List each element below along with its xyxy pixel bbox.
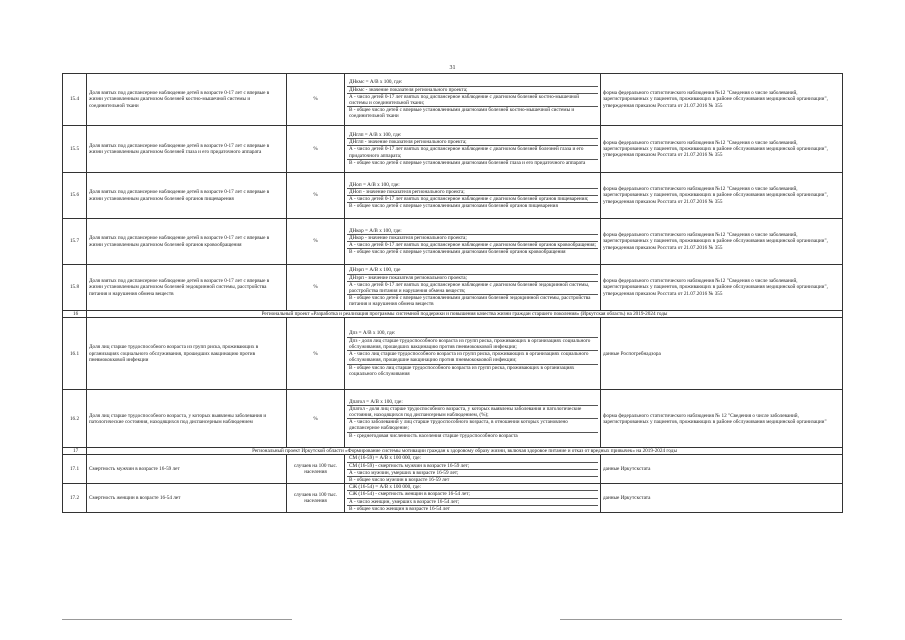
data-source: форма федерального статистического наблюдения № 12 "Сведения о числе заболеваний, зарегистрированных у пациентов, проживающих в районе обслуживания медицинской организации" bbox=[601, 390, 843, 448]
formula-line: СЖ (16-54) - смертность женщин в возрасте 16-54 лет; bbox=[347, 491, 598, 498]
calculation-method bbox=[345, 455, 601, 484]
table-row bbox=[63, 390, 843, 448]
formula-line: В - общее число детей с впервые установленными диагнозами болезней костно-мышечной системы и соединительной ткани bbox=[349, 107, 575, 120]
formula-line: В - общее число детей с впервые установленными диагнозами болезней органов кровообращения bbox=[349, 249, 566, 256]
data-source: форма федерального статистического наблюдения №12 "Сведения о числе заболеваний, зарегистрированных у пациентов, проживающих в районе обслуживания медицинской организации", утвержденная приказом Росстата от 21.07.2016 № 355 bbox=[601, 265, 843, 311]
formula-line: В - среднегодовая численность населения старше трудоспособного возраста bbox=[349, 432, 518, 439]
formula-line: ДНэрп = А/В х 100, где bbox=[347, 267, 598, 274]
formula-line: А - число мужчин, умерших в возрасте 16-59 лет; bbox=[347, 470, 598, 477]
calculation-method bbox=[345, 173, 601, 219]
indicators-table bbox=[62, 73, 843, 513]
section-number: 16 bbox=[63, 311, 87, 318]
formula-line: ДНэрп - значение показателя регионального проекта; bbox=[347, 275, 598, 282]
unit-of-measure: % bbox=[287, 173, 345, 219]
row-number: 16.1 bbox=[63, 318, 87, 390]
table-row bbox=[63, 74, 843, 126]
formula-line: СМ (16-59) - смертность мужчин в возрасте 16-59 лет; bbox=[347, 463, 598, 470]
data-source: форма федерального статистического наблюдения №12 "Сведения о числе заболеваний, зарегистрированных у пациентов, проживающих в районе обслуживания медицинской организации", утвержденная приказом Росстата от 21.07.2016 № 355 bbox=[601, 219, 843, 265]
formula-line: ДНглп - значение показателя регионального проекта; bbox=[347, 139, 598, 146]
row-number: 15.8 bbox=[63, 265, 87, 311]
unit-of-measure: случаев на 100 тыс. населения bbox=[287, 455, 345, 484]
unit-of-measure: % bbox=[287, 74, 345, 126]
unit-of-measure: % bbox=[287, 318, 345, 390]
calculation-method bbox=[345, 318, 601, 390]
formula-line: Дпз = А/В х 100, где: bbox=[347, 330, 598, 337]
indicator-name: Смертность мужчин в возрасте 16-59 лет bbox=[87, 455, 287, 484]
formula-line: В - общее число детей с впервые установленными диагнозами болезней органов пищеварения bbox=[349, 203, 558, 210]
row-number: 16.2 bbox=[63, 390, 87, 448]
indicator-name: Доля взятых под диспансерное наблюдение детей в возрасте 0-17 лет с впервые в жизни установленным диагнозом болезней глаза и его придаточного аппарата bbox=[87, 126, 287, 173]
formula-line: Дпз - доля лиц старше трудоспособного возраста из групп риска, проживающих в организациях социального обслуживания, прошедших вакцинацию против пневмококковой инфекции; bbox=[347, 338, 598, 351]
row-number: 17.1 bbox=[63, 455, 87, 484]
data-source: данные Иркутскстата bbox=[601, 484, 843, 513]
data-source: данные Иркутскстата bbox=[601, 455, 843, 484]
row-number: 15.5 bbox=[63, 126, 87, 173]
section-number: 17 bbox=[63, 448, 87, 455]
formula-line: ДНоп = А/В х 100, где: bbox=[347, 182, 598, 189]
formula-line: Дпатол = А/В х 100, где: bbox=[347, 399, 598, 406]
table-row bbox=[63, 126, 843, 173]
footer-rule-left bbox=[62, 619, 292, 620]
formula-line: В - общее число мужчин в возрасте 16-59 лет bbox=[349, 477, 450, 484]
formula-line: А - число лиц старше трудоспособного возраста из групп риска, проживающих в организациях социального обслуживания, прошедшие вакцинацию против пневмококковой инфекции; bbox=[347, 351, 598, 364]
calculation-method bbox=[345, 265, 601, 311]
data-source: форма федерального статистического наблюдения №12 "Сведения о числе заболеваний, зарегистрированных у пациентов, проживающих в районе обслуживания медицинской организации", утвержденная приказом Росстата от 21.07.2016 № 355 bbox=[601, 126, 843, 173]
formula-line: ДНглп = А/В х 100, где: bbox=[347, 132, 598, 139]
page-number: 31 bbox=[449, 65, 456, 71]
table-row bbox=[63, 173, 843, 219]
formula-line: ДНкмс = А/В х 100, где: bbox=[347, 79, 598, 86]
formula-line: В - общее число лиц старше трудоспособного возраста из групп риска, проживающих в организациях социального обслуживания bbox=[349, 364, 575, 377]
formula-line: А - число заболеваний у лиц старше трудоспособного возраста, в отношении которых установлено диспансерное наблюдение; bbox=[347, 419, 598, 432]
formula-line: ДНкмс - значение показателя регионального проекта; bbox=[347, 87, 598, 94]
formula-line: Дпатол - доля лиц старше трудоспособного возраста, у которых выявлены заболевания и патологические состояния, находящихся под диспансерным наблюдением, (%); bbox=[347, 406, 598, 419]
table-row bbox=[63, 455, 843, 484]
data-source: форма федерального статистического наблюдения №12 "Сведения о числе заболеваний, зарегистрированных у пациентов, проживающих в районе обслуживания медицинской организации", утвержденная приказом Росстата от 21.07.2016 № 355 bbox=[601, 74, 843, 126]
data-source: данные Роспотребнадзора bbox=[601, 318, 843, 390]
calculation-method bbox=[345, 219, 601, 265]
calculation-method bbox=[345, 126, 601, 173]
indicator-name: Доля лиц старше трудоспособного возраста, у которых выявлены заболевания и патологические состояния, находящихся под диспансерным наблюдением bbox=[87, 390, 287, 448]
indicator-name: Доля лиц старше трудоспособного возраста из групп риска, проживающих в организациях социального обслуживания, прошедших вакцинацию против пневмококковой инфекции bbox=[87, 318, 287, 390]
unit-of-measure: % bbox=[287, 390, 345, 448]
table-row bbox=[63, 484, 843, 513]
table-row bbox=[63, 219, 843, 265]
formula-line: А - число детей 0-17 лет взятых под диспансерное наблюдение с диагнозом болезней органов пищеварения; bbox=[347, 196, 598, 203]
data-source: форма федерального статистического наблюдения №12 "Сведения о числе заболеваний, зарегистрированных у пациентов, проживающих в районе обслуживания медицинской организации", утвержденная приказом Росстата от 21.07.2016 № 355 bbox=[601, 173, 843, 219]
table-row bbox=[63, 265, 843, 311]
section-title: Региональный проект Иркутской области «Формирование системы мотивации граждан к здоровому образу жизни, включая здоровое питание и отказ от вредных привычек» на 2019-2024 годы bbox=[87, 448, 843, 455]
row-number: 17.2 bbox=[63, 484, 87, 513]
section-header-row bbox=[63, 448, 843, 455]
formula-line: А - число женщин, умерших в возрасте 16-54 лет; bbox=[347, 499, 598, 506]
formula-line: А - число детей 0-17 лет взятых под диспансерное наблюдение с диагнозом болезней органов кровообращения; bbox=[349, 242, 596, 248]
indicator-name: Доля взятых под диспансерное наблюдение детей в возрасте 0-17 лет с впервые в жизни установленным диагнозом болезней эндокринной системы, расстройства питания и нарушения обмена веществ bbox=[87, 265, 287, 311]
indicator-name: Доля взятых под диспансерное наблюдение детей в возрасте 0-17 лет с впервые в жизни установленным диагнозом болезней органов кровообращения bbox=[87, 219, 287, 265]
unit-of-measure: случаев на 100 тыс. населения bbox=[287, 484, 345, 513]
footer-rule-right bbox=[560, 619, 842, 620]
calculation-method bbox=[345, 484, 601, 513]
section-header-row bbox=[63, 311, 843, 318]
formula-line: ДНкор = А/В х 100, где: bbox=[347, 228, 598, 235]
unit-of-measure: % bbox=[287, 265, 345, 311]
row-number: 15.4 bbox=[63, 74, 87, 126]
table-row bbox=[63, 318, 843, 390]
formula-line: А - число детей 0-17 лет взятых под диспансерное наблюдение с диагнозом болезней костно-мышечной системы и соединительной ткани; bbox=[347, 94, 598, 107]
indicator-name: Смертность женщин в возрасте 16-54 лет bbox=[87, 484, 287, 513]
row-number: 15.6 bbox=[63, 173, 87, 219]
unit-of-measure: % bbox=[287, 219, 345, 265]
formula-line: ДНкор - значение показателя регионального проекта; bbox=[347, 235, 598, 242]
formula-line: В - общее число женщин в возрасте 16-54 лет bbox=[349, 505, 450, 512]
unit-of-measure: % bbox=[287, 126, 345, 173]
formula-line: В - общее число детей с впервые установленными диагнозами болезней эндокринной системы, расстройства питания и нарушения обмена веществ bbox=[349, 295, 591, 308]
indicator-name: Доля взятых под диспансерное наблюдение детей в возрасте 0-17 лет с впервые в жизни установленным диагнозом болезней костно-мышечной системы и соединительной ткани bbox=[87, 74, 287, 126]
formula-line: А - число детей 0-17 лет взятых под диспансерное наблюдение с диагнозом болезней болезней глаза и его придаточного аппарата; bbox=[347, 146, 598, 159]
formula-line: СЖ (16-54) = А/В х 100 000, где: bbox=[347, 484, 598, 491]
calculation-method bbox=[345, 74, 601, 126]
calculation-method bbox=[345, 390, 601, 448]
formula-line: В - общее число детей с впервые установленными диагнозами болезней глаза и его придаточного аппарата bbox=[349, 159, 586, 166]
formula-line: ДНоп - значение показателя регионального проекта; bbox=[347, 189, 598, 196]
formula-line: А - число детей 0-17 лет взятых под диспансерное наблюдение с диагнозом болезней эндокринной системы, расстройства питания и нарушения обмена веществ; bbox=[347, 282, 598, 295]
indicator-name: Доля взятых под диспансерное наблюдение детей в возрасте 0-17 лет с впервые в жизни установленным диагнозом болезней органов пищеварения bbox=[87, 173, 287, 219]
row-number: 15.7 bbox=[63, 219, 87, 265]
section-title: Региональный проект «Разработка и реализация программы системной поддержки и повышения качества жизни граждан старшего поколения» (Иркутская область) на 2019-2024 годы bbox=[87, 311, 843, 318]
formula-line: СМ (16-59) = А/В х 100 000, где: bbox=[347, 455, 598, 462]
